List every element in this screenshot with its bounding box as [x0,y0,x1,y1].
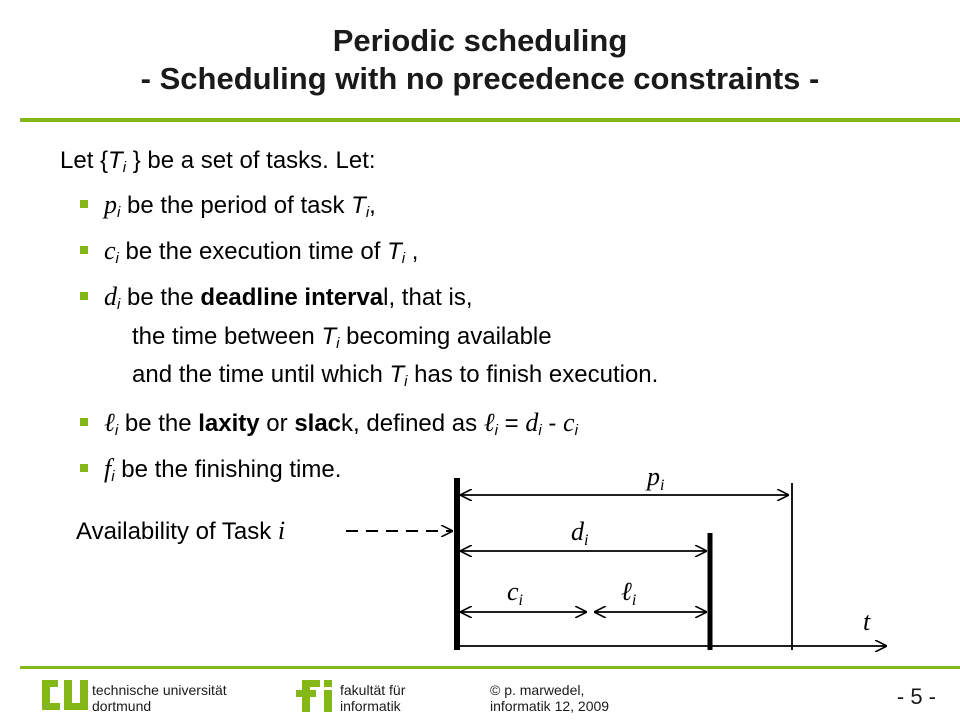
deadline-line2-task: T [321,323,337,350]
deadline-text-pre: be the [120,284,201,311]
fi-logo [296,676,338,716]
intro-text-before: Let { [60,147,109,174]
period-subscript: i [117,204,121,221]
faculty-name [340,682,405,714]
exec-subscript: i [115,250,119,267]
laxity-symbol: ℓ [104,408,115,437]
copyright-line-1: © p. marwedel, [490,682,585,698]
copyright-line-2: informatik 12, 2009 [490,698,610,714]
period-text: be the period of task [120,192,352,219]
university-line-1: technische universität [92,682,227,698]
period-task-symbol: T [351,192,366,219]
finish-text: be the finishing time. [114,456,342,483]
exec-symbol: c [104,236,116,265]
deadline-line3-text-a: and the time until which [132,361,390,388]
availability-text: Availability of Task [76,518,278,545]
university-line-2: dortmund [92,698,152,714]
deadline-line3-subscript: i [404,373,408,390]
period-end: , [369,192,376,219]
laxity-text-post: k, defined as [341,410,484,437]
deadline-line2-text-b: becoming available [339,323,552,350]
eq-deadline-subscript: i [538,422,542,439]
intro-task-symbol: T [108,147,123,174]
eq-exec-subscript: i [574,422,578,439]
intro-task-subscript: i [122,159,127,176]
finish-subscript: i [111,468,115,485]
deadline-text-post: l, that is, [383,284,473,311]
exec-text: be the execution time of [118,238,388,265]
slack-bold-term: slac [294,410,342,437]
title-line-1: Periodic scheduling [332,23,628,58]
time-label: t [863,607,871,636]
finish-symbol: f [104,454,112,483]
university-name [92,682,227,714]
deadline-bold-term: deadline interva [200,284,384,311]
exec-end: , [405,238,419,265]
eq-deadline-symbol: d [525,408,539,437]
tu-logo [42,676,90,716]
faculty-line-2: informatik [340,698,401,714]
exec-task-subscript: i [401,250,406,267]
eq-minus: - [541,410,564,437]
deadline-subscript: i [117,296,121,313]
availability-task-symbol: i [277,516,286,545]
intro-text-after: } be a set of tasks. Let: [126,147,376,174]
copyright [490,682,609,714]
laxity-text-mid: or [259,410,295,437]
exec-task-symbol: T [387,238,402,265]
faculty-line-1: fakultät für [340,682,406,698]
title-line-2: - Scheduling with no precedence constraints - [140,61,820,96]
eq-equals: = [497,410,526,437]
deadline-symbol: d [104,282,117,311]
footer-divider [20,666,960,669]
period-label: pi [647,462,665,494]
period-symbol: p [104,190,117,219]
eq-exec-symbol: c [563,408,575,437]
deadline-line3-text-b: has to finish execution. [407,361,659,388]
laxity-label: ℓi [621,577,637,609]
deadline-line2-text-a: the time between [132,323,322,350]
laxity-bold-term: laxity [198,410,260,437]
exec-label: ci [507,577,523,609]
eq-laxity-symbol: ℓ [483,408,495,437]
laxity-text-pre: be the [118,410,199,437]
period-task-subscript: i [365,204,370,221]
laxity-subscript: i [114,422,119,439]
deadline-line2-subscript: i [336,335,340,352]
page-number: - 5 - [896,684,936,709]
deadline-label: di [571,517,589,549]
eq-laxity-subscript: i [494,422,498,439]
deadline-line3-task: T [389,361,405,388]
